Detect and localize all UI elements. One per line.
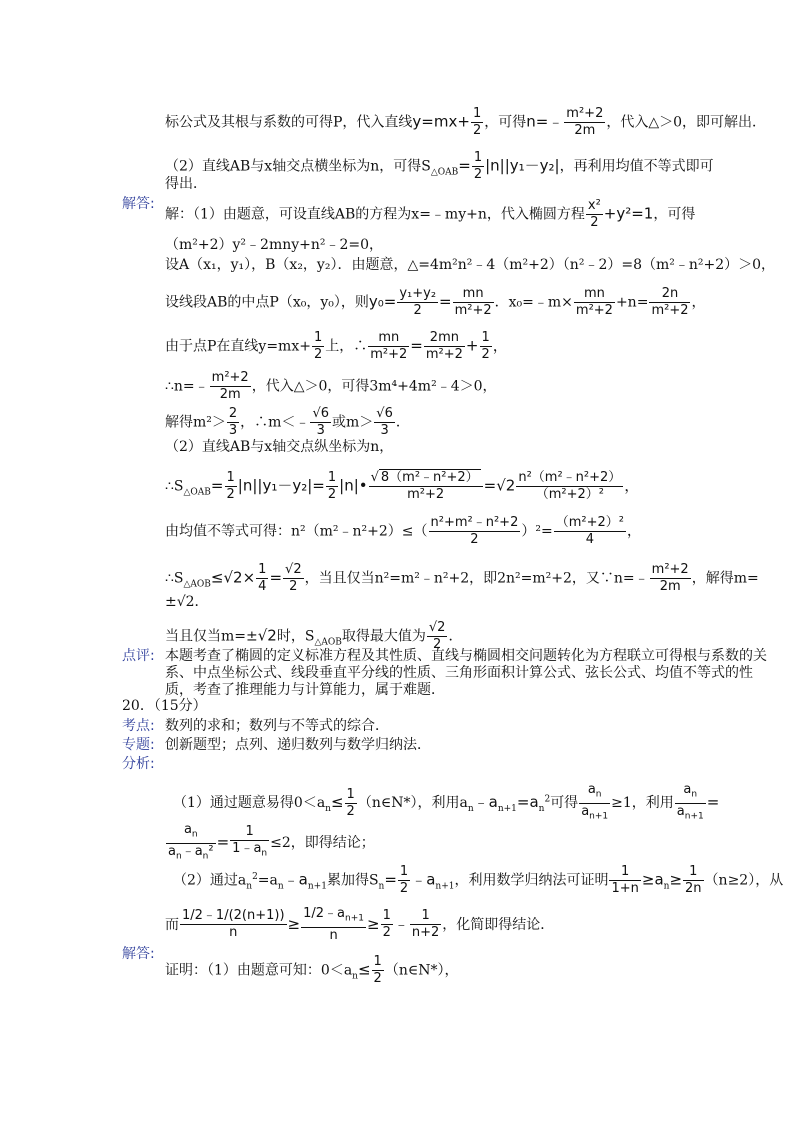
q19-line-13: 当且仅当m=±√2时，$S_{\triangle AOB}$取得最大值为 $\frac{√2}{2}$ ． [165, 620, 463, 652]
q20-text-4a: 而 [165, 916, 179, 933]
q19-line-11: $\therefore S_{\triangle AOB}\le√2\times$ $\frac{1}{4}$ = $\frac{√2}{2}$ ，当且仅当n²=m²﹣n²+2，即2n²=m²+2，又∵n=﹣ $\frac{\text{m²+2}}{2m}$ ，解得m= [165, 562, 759, 594]
q20-analysis-line-4: 而 $\frac{1/2﹣1/(2(n+1))}{n}$ ≥ $\frac{1/2﹣a_{n+1}}{n}$ ≥ $\frac{1}{2}$ ﹣ $\frac{1}{n+2}$ ，化简即得结论． [165, 906, 555, 943]
q19-text-11a: ∴S [165, 570, 184, 587]
q19-text-7a: 解得m²＞ [165, 414, 226, 431]
q19-text-5b: 上，∴ [325, 338, 368, 355]
q19-text-13a: 当且仅当m=± [165, 628, 258, 645]
q19-text-5a: 由于点P在直线y=mx+ [165, 338, 311, 355]
q19-line-3: 设A（x₁，y₁），B（x₂，y₂）．由题意，△=4m²n²﹣4（m²+2）（n²﹣2）=8（m²﹣n²+2）＞0， [165, 257, 776, 273]
q19-text-10b: ）²= [521, 523, 553, 540]
q20-text-4b: ，化简即得结论． [442, 916, 555, 933]
q19-line-6: ∴n=﹣ $\frac{\text{m²+2}}{2m}$ ，代入△＞0，可得3m⁴+4m²﹣4＞0， [165, 370, 497, 402]
q19-text-13c: 取得最大值为 [341, 628, 426, 645]
q19-text-4b: ．x₀=﹣m× [494, 294, 573, 311]
q19-text-4a: 设线段AB的中点P（x₀，y₀），则 [165, 294, 369, 311]
q19-text-4c: +n= [615, 294, 649, 311]
q19-text-6b: ，代入△＞0，可得3m⁴+4m²﹣4＞0， [251, 378, 497, 395]
comment-label: 点评: [122, 648, 155, 664]
answer-label-20: 解答: [122, 946, 155, 962]
q19-line-9: $\therefore S_{\triangle OAB}=$ $\frac{1}{2}$ |n||y₁－y₂|= $\frac{1}{2}$ |n|• $\frac{\text{√ 8（m²﹣n²+2）}}{\text{m²+2}}$ =√2 $\frac{\text{n²（m²﹣n²+2）}}{\text{（m²+2）²}}$ ， [165, 470, 640, 502]
q20-text-3b: =a [257, 872, 278, 889]
q19-text-7c: 或m＞ [332, 414, 374, 431]
q20-analysis-line-1: （1）通过题意易得$0<a_n\le$ $\frac{1}{2}$ （n∈N*），利用$a_n﹣a_{n+1}=a_n^2$可得 $\frac{a_n}{a_{n+1}}$ ≥1，利用 $\frac{a_n}{a_{n+1}}$ = [173, 782, 720, 822]
intro-line-1: 标公式及其根与系数的可得P，代入直线y=mx+ $\frac{1}{2}$ ，可得n=﹣ $\frac{\text{m²+2}}{2m}$ ，代入△＞0，即可解出． [165, 106, 767, 138]
q20-analysis-line-3: （2）通过$a_n^2=a_n﹣a_{n+1}$累加得$S_n=$ $\frac{1}{2}$ $﹣a_{n+1}$，利用数学归纳法可证明 $\frac{1}{1+n}$ $\ge a_n\ge$ $\frac{1}{2n}$ （n≥2），从 [173, 864, 784, 896]
q19-text-13d: ． [448, 628, 463, 645]
q20-text-1c: 可得 [550, 795, 579, 812]
q20-header: 20．（15分） [122, 698, 207, 714]
q19-text-7b: ，∴m＜﹣ [240, 414, 310, 431]
intro-text-2a: （2）直线AB与x轴交点横坐标为n，可得S [165, 158, 431, 175]
q19-text-6a: ∴n=﹣ [165, 378, 209, 395]
q19-text-7d: ． [395, 414, 410, 431]
q19-text-10a: 由均值不等式可得：n²（m²﹣n²+2）≤（ [165, 523, 428, 540]
special-label: 专题: [122, 737, 155, 753]
intro-text-1c: ，代入△＞0，即可解出． [606, 114, 767, 131]
intro-line-2: （2）直线AB与x轴交点横坐标为n，可得$S_{\triangle OAB}=$ $\frac{1}{2}$ |n||y₁－y₂|，再利用均值不等式即可 [165, 150, 714, 182]
q19-line-12: ±√2． [165, 594, 209, 610]
q20-text-1d: ≥1，利用 [611, 795, 674, 812]
q19-text-9a: ∴S [165, 478, 184, 495]
q20-special: 创新题型；点列、递归数列与数学归纳法． [165, 737, 431, 753]
q20-proof-text-b: （n∈N*）， [384, 962, 459, 979]
q19-text-4d: ， [691, 294, 706, 311]
q20-text-2a: ≤2，即得结论； [270, 835, 375, 852]
q19-text-1b: ，可得 [653, 206, 696, 223]
q20-text-3d: ，利用数学归纳法可证明 [454, 872, 609, 889]
intro-text-1b: ，可得 [484, 114, 527, 131]
q20-text-3c: 累加得S [326, 872, 379, 889]
q20-proof-text: 证明：（1）由题意可知：0＜a [165, 962, 353, 979]
q19-line-1: 解：（1）由题意，可设直线AB的方程为x=﹣my+n，代入椭圆方程 $\frac{\text{x²}}{2}$ +y²=1，可得 [165, 198, 696, 230]
q20-analysis-line-2: $\frac{a_n}{a_n﹣a_n^2}$ = $\frac{1}{1﹣a_n}$ ≤2，即得结论； [168, 822, 375, 862]
q19-line-2: （m²+2）y²﹣2mny+n²﹣2=0， [165, 237, 384, 253]
comment-text: 本题考查了椭圆的定义标准方程及其性质、直线与椭圆相交问题转化为方程联立可得根与系数的关系、中点坐标公式、线段垂直平分线的性质、三角形面积计算公式、弦长公式、均值不等式的性质，考查了推理能力与计算能力，属于难题． [165, 648, 767, 698]
q19-text-11b: ，当且仅当n²=m²﹣n²+2，即2n²=m²+2，又∵n=﹣ [304, 570, 649, 587]
q19-text-10c: ， [626, 523, 641, 540]
q19-line-8: （2）直线AB与x轴交点纵坐标为n， [165, 439, 394, 455]
q19-line-5: 由于点P在直线y=mx+ $\frac{1}{2}$ 上，∴ $\frac{mn}{\text{m²+2}}$ = $\frac{2mn}{\text{m²+2}}$ + $\frac{1}{2}$ ， [165, 330, 508, 362]
q19-line-4: 设线段AB的中点P（x₀，y₀），则y₀= $\frac{\text{y₁+y₂}}{2}$ = $\frac{mn}{\text{m²+2}}$ ．x₀=﹣m× $\frac{mn}{\text{m²+2}}$ +n= $\frac{2n}{\text{m²+2}}$ ， [165, 286, 706, 318]
q19-text-13b: 时，S [276, 628, 315, 645]
q20-text-3a: （2）通过a [173, 872, 247, 889]
topic-label: 考点: [122, 718, 155, 734]
intro-text-2b: ，再利用均值不等式即可 [559, 158, 714, 175]
q19-line-7: 解得m²＞ $\frac{2}{3}$ ，∴m＜﹣ $\frac{√6}{3}$ 或m＞ $\frac{√6}{3}$ ． [165, 406, 410, 438]
q20-text-3e: （n≥2），从 [704, 872, 784, 889]
q20-proof-line: 证明：（1）由题意可知：$0<a_n\le$ $\frac{1}{2}$ （n∈N*）， [165, 954, 459, 986]
q19-line-10: 由均值不等式可得：n²（m²﹣n²+2）≤（ $\frac{\text{n²+m²﹣n²+2}}{2}$ ）²= $\frac{\text{（m²+2）²}}{4}$ ， [165, 515, 641, 547]
intro-line-3: 得出． [165, 176, 207, 192]
intro-text-1a: 标公式及其根与系数的可得P，代入直线 [165, 114, 413, 131]
q19-text-11c: ，解得m= [691, 570, 759, 587]
answer-label-19: 解答: [122, 196, 155, 212]
analysis-label: 分析: [122, 756, 155, 772]
q20-text-1b: （n∈N*），利用a [357, 795, 468, 812]
q20-topic: 数列的求和；数列与不等式的综合． [165, 718, 389, 734]
q19-text-1a: 解：（1）由题意，可设直线AB的方程为x=﹣my+n，代入椭圆方程 [165, 206, 585, 223]
q20-text-1a: （1）通过题意易得0＜a [173, 795, 326, 812]
